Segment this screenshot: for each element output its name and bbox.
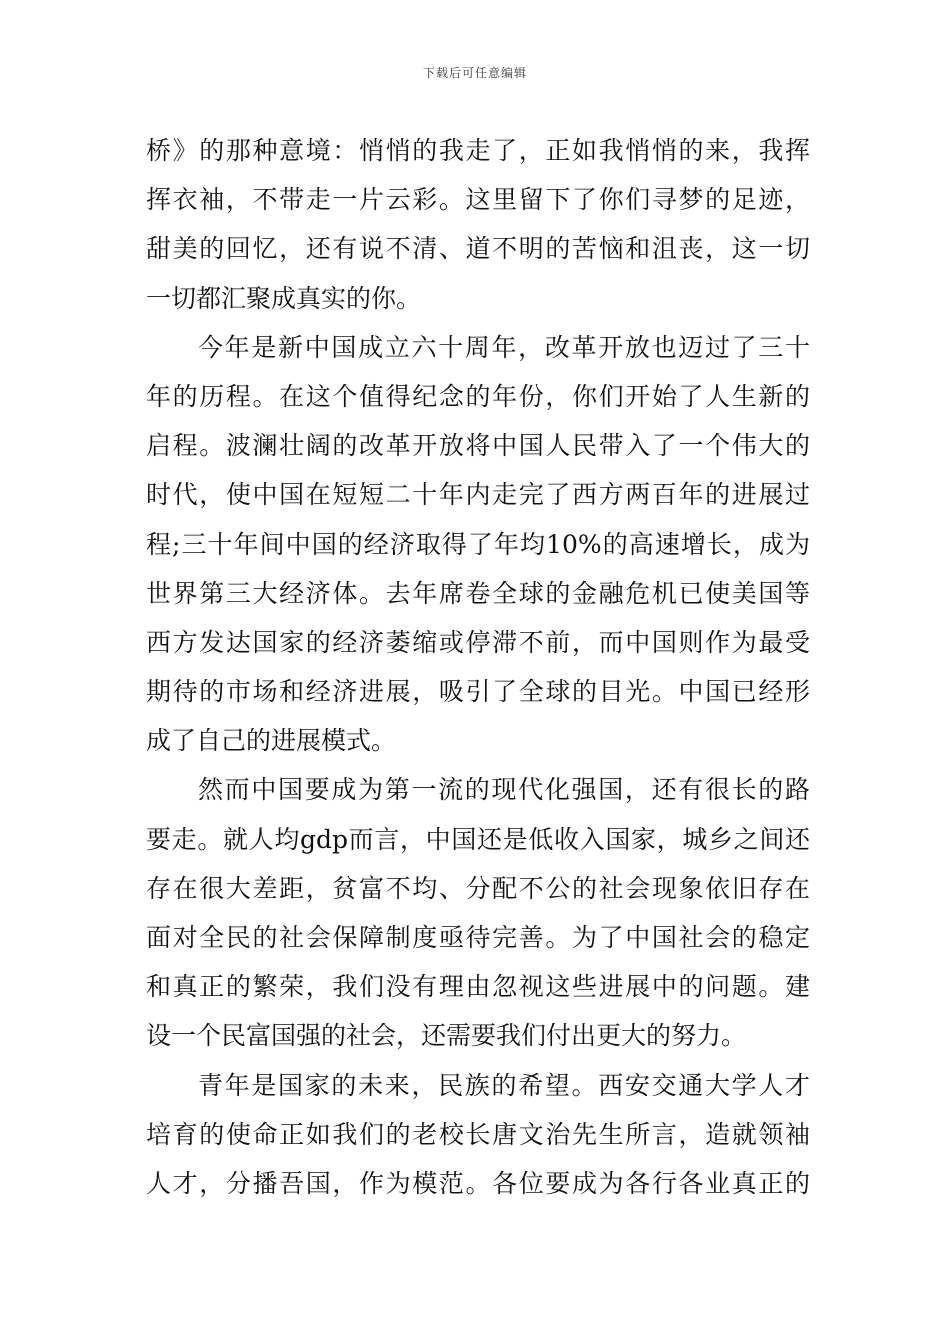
text-line: 世界第三大经济体。去年席卷全球的金融危机已使美国等 [146, 578, 810, 608]
text-line: 和真正的繁荣，我们没有理由忽视这些进展中的问题。建 [146, 972, 810, 1002]
text-line: 青年是国家的未来，民族的希望。西安交通大学人才 [198, 1070, 810, 1100]
text-line: 要走。就人均gdp而言，中国还是低收入国家，城乡之间还 [146, 824, 810, 854]
text-line: 桥》的那种意境：悄悄的我走了，正如我悄悄的来，我挥 [146, 136, 810, 165]
document-body [146, 126, 810, 1208]
text-line: 甜美的回忆，还有说不清、道不明的苦恼和沮丧，这一切 [146, 234, 810, 264]
paragraph [146, 126, 810, 323]
text-line: 设一个民富国强的社会，还需要我们付出更大的努力。 [146, 1021, 747, 1051]
text-line: 然而中国要成为第一流的现代化强国，还有很长的路 [198, 775, 810, 805]
paragraph [146, 765, 810, 1060]
text-line: 今年是新中国成立六十周年，改革开放也迈过了三十 [198, 332, 810, 362]
text-line: 培育的使命正如我们的老校长唐文治先生所言，造就领袖 [146, 1119, 810, 1149]
paragraph [146, 1061, 810, 1209]
text-line: 启程。波澜壮阔的改革开放将中国人民带入了一个伟大的 [146, 431, 810, 461]
text-line: 年的历程。在这个值得纪念的年份，你们开始了人生新的 [146, 381, 810, 411]
text-line: 西方发达国家的经济萎缩或停滞不前，而中国则作为最受 [146, 627, 810, 657]
text-line: 期待的市场和经济进展，吸引了全球的目光。中国已经形 [146, 677, 810, 707]
text-line: 时代，使中国在短短二十年内走完了西方两百年的进展过 [146, 480, 810, 510]
text-line: 成了自己的进展模式。 [146, 726, 397, 756]
text-line: 面对全民的社会保障制度亟待完善。为了中国社会的稳定 [146, 923, 810, 952]
paragraph [146, 323, 810, 766]
text-line: 程;三十年间中国的经济取得了年均10%的高速增长，成为 [146, 529, 810, 559]
text-line: 人才，分播吾国，作为模范。各位要成为各行各业真正的 [146, 1168, 810, 1198]
text-line: 一切都汇聚成真实的你。 [146, 283, 422, 313]
text-line: 挥衣袖，不带走一片云彩。这里留下了你们寻梦的足迹， [146, 185, 810, 215]
text-line: 存在很大差距，贫富不均、分配不公的社会现象依旧存在 [146, 873, 810, 903]
page-header: 下载后可任意编辑 [422, 66, 527, 80]
